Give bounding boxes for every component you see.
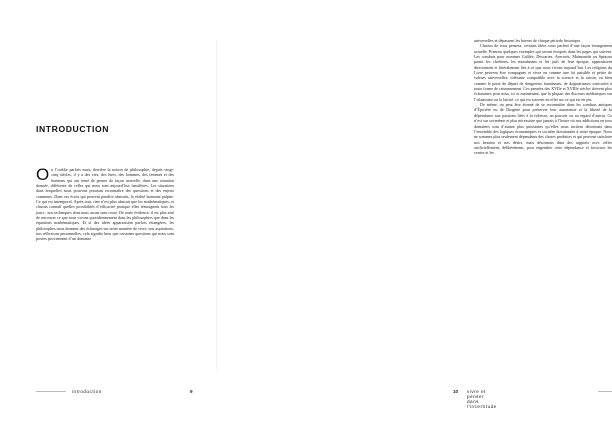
page-number-right: 10	[453, 389, 459, 394]
right-page-body	[474, 38, 612, 370]
left-paragraph-1-text: n l’oublie parfois mais, derrière la notion de philosophie, depuis vingt-cinq siècles, il y a des vies, des êtres, des hommes, des femmes et des hommes qui ont tenté de penser de façon nouvelle, dans une situation donnée, différente de celles qui nous sont aujourd’hui familières. Les situations dans lesquelles nous pouvons pourtant reconnaître des questions et des enjeux communs. Dans ces écrits qui peuvent paraître abstraits, la réalité humaine palpite. Ce qui est intemporel. Après tout, rien n’est plus abstrait que les mathématiques, et chacun connaît quelles possibilités d’efficacité pratique elles témoignent tous les jours : nos techniques dont nous usons sans cesse. De toute évidence, il est plus aisé de retrouver ce que nous vivons quotidiennement dans les philosophies que dans les équations mathématiques. Et si des idées apparaissent parfois étrangères, les philosophes nous donnent des éclairages sur notre manière de vivre, nos aspirations, nos réflexions personnelles, cela signifie bien que certaines questions qui nous sont posées proviennent d’un domaine	[36, 167, 174, 242]
drop-cap: O	[36, 165, 50, 184]
left-paragraph-1	[36, 167, 174, 242]
running-footer-left: introduction	[72, 389, 102, 394]
chapter-title: INTRODUCTION	[36, 124, 110, 134]
page-number-left: 9	[190, 389, 193, 394]
footer-rule-right	[598, 391, 612, 392]
footer-rule-left	[36, 391, 66, 392]
gutter	[216, 40, 217, 370]
left-page-body	[36, 167, 174, 373]
right-paragraph-3: De même, on peut être étonné de se reconnaître dans les combats antiques d’Épictète ou de Diogène pour préserver leur autonomie et la liberté de la dépendance aux passions liées à la richesse, au pouvoir ou au regard d’autrui. Ce n’est sur soi-même et plus nécessaire que jamais à l’heure où nos addictions en tous domaines sont d’autant plus puissantes qu’elles nous incitent désormais dans l’ensemble des logiques économiques et sociales dominantes à notre époque. Nous ne sommes plus seulement dépendants des choses produites et qui peuvent satisfaire nos besoins et nos désirs, mais désormais dans des rapports avec celles artificiellement, délibérément, pour engendrer cette dépendance et favoriser les ventes et les	[474, 102, 612, 156]
running-footer-right: vivre et penser dans l’incertitude	[467, 389, 497, 409]
right-paragraph-1: universelles et dépassent les bornes de chaque période historique.	[474, 38, 582, 43]
right-paragraph-2: Chacun de vous pensera, certains idées vous parlent d’une façon étrangement actuelle. Prenons quelques exemples qui seront évoqués dans les pages qui suivent. Les combats pour nommer Galilée, Descartes, Averroès, Maimonide ou Spinoza parmi les chrétiens, les musulmans et les juifs de leur époque, apparaissent directement et littéralement liés à ce que nous vivons aujourd’hui. Les religions du Livre peuvent être compagnes et vivre en comme une foi paisible et pétrie de valeurs universelles, tolérante compatible avec la science et la raison, ou bien comme le point de départ de dangereux fanatismes, de dogmatismes contraires à toute forme de raisonnement. Ces pensées des XVIIe et XVIIIe siècles doivent plus éclairantes pour nous, ici et maintenant, que la plupart des discours médiatiques sur l’islamisme ou la laïcité, ce qui est souvent en effet sur ce qui est en jeu.	[474, 43, 612, 102]
